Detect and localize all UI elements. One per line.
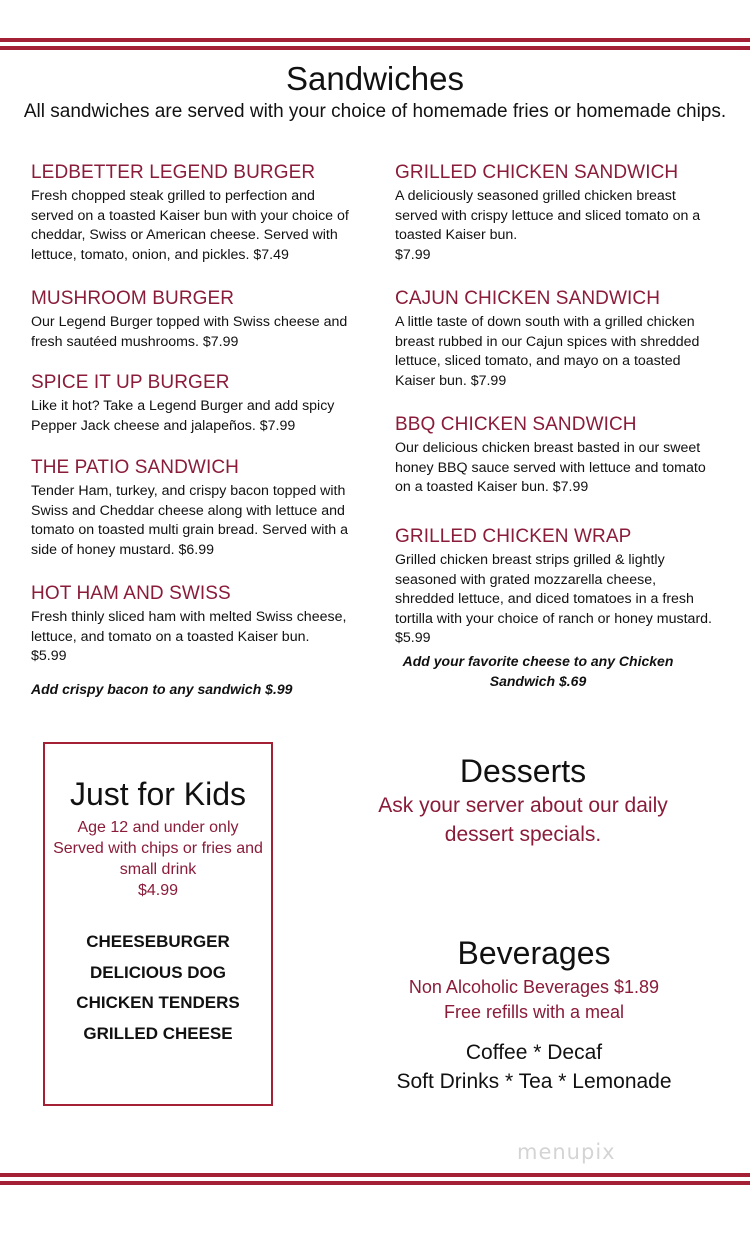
kids-menu-box <box>43 742 273 1106</box>
item-name: CAJUN CHICKEN SANDWICH <box>395 288 661 309</box>
menu-item-mushroom-burger <box>31 288 351 352</box>
item-description: A deliciously seasoned grilled chicken breast served with crispy lettuce and sliced tomato on a toasted Kaiser bun. $7.99 <box>395 188 701 263</box>
top-stripe-2 <box>0 46 750 50</box>
menu-item-ledbetter-legend-burger <box>31 162 351 265</box>
kids-details <box>45 817 271 901</box>
kids-price: $4.99 <box>137 882 179 899</box>
sandwiches-subtitle: All sandwiches are served with your choice of homemade fries or homemade chips. <box>23 101 727 122</box>
item-name: THE PATIO SANDWICH <box>31 457 239 478</box>
kids-drink-line: small drink <box>119 861 197 878</box>
menu-item-patio-sandwich <box>31 457 351 560</box>
item-description: Our delicious chicken breast basted in our sweet honey BBQ sauce served with lettuce and tomato on a toasted Kaiser bun. $7.99 <box>395 440 706 496</box>
menu-item-cajun-chicken-sandwich <box>395 288 713 391</box>
item-description: Our Legend Burger topped with Swiss cheese and fresh sautéed mushrooms. $7.99 <box>31 314 348 350</box>
bottom-stripe-2 <box>0 1181 750 1185</box>
beverages-refill-line: Free refills with a meal <box>443 1002 625 1022</box>
bottom-stripe-1 <box>0 1173 750 1177</box>
beverages-coffee-line: Coffee * Decaf <box>465 1041 603 1064</box>
desserts-line-2: dessert specials. <box>444 823 602 846</box>
cheese-note-line-2: Sandwich $.69 <box>489 673 587 689</box>
kids-title: Just for Kids <box>69 776 247 812</box>
kids-item: GRILLED CHEESE <box>83 1023 233 1043</box>
item-name: LEDBETTER LEGEND BURGER <box>31 162 316 183</box>
beverages-soft-drinks-line: Soft Drinks * Tea * Lemonade <box>396 1070 672 1093</box>
beverages-price-line: Non Alcoholic Beverages $1.89 <box>408 977 660 997</box>
item-name: BBQ CHICKEN SANDWICH <box>395 414 637 435</box>
bacon-note: Add crispy bacon to any sandwich $.99 <box>31 681 293 697</box>
item-name: SPICE IT UP BURGER <box>31 372 230 393</box>
kids-items-list <box>45 927 271 1049</box>
kids-item: CHEESEBURGER <box>86 932 230 951</box>
top-stripe-1 <box>0 38 750 42</box>
sandwiches-title: Sandwiches <box>286 60 464 97</box>
item-name: GRILLED CHICKEN SANDWICH <box>395 162 679 183</box>
cheese-note-line-1: Add your favorite cheese to any Chicken <box>402 653 674 669</box>
item-description: Like it hot? Take a Legend Burger and add spicy Pepper Jack cheese and jalapeños. $7.99 <box>31 398 335 434</box>
kids-sides-line: Served with chips or fries and <box>53 840 263 857</box>
item-name: HOT HAM AND SWISS <box>31 583 231 604</box>
item-description: Grilled chicken breast strips grilled & lightly seasoned with grated mozzarella cheese, shredded lettuce, and diced tomatoes in a fresh tortilla with your choice of ranch or honey mustard. $5.99 <box>395 552 713 647</box>
menu-item-bbq-chicken-sandwich <box>395 414 713 498</box>
menu-item-spice-it-up-burger <box>31 372 351 436</box>
menu-item-grilled-chicken-sandwich <box>395 162 713 265</box>
kids-age-line: Age 12 and under only <box>77 819 239 836</box>
watermark-logo: menupix <box>517 1140 616 1164</box>
menu-item-hot-ham-and-swiss <box>31 583 351 667</box>
desserts-line-1: Ask your server about our daily <box>378 794 668 817</box>
item-description: Fresh thinly sliced ham with melted Swiss cheese, lettuce, and tomato on a toasted Kaiser bun. $5.99 <box>31 609 347 665</box>
item-name: MUSHROOM BURGER <box>31 288 235 309</box>
menu-item-grilled-chicken-wrap <box>395 526 713 647</box>
item-description: Tender Ham, turkey, and crispy bacon topped with Swiss and Cheddar cheese along with lettuce and tomato on toasted multi grain bread. Served with a side of honey mustard. $6.99 <box>31 483 349 558</box>
beverages-title: Beverages <box>457 935 611 971</box>
item-description: A little taste of down south with a grilled chicken breast rubbed in our Cajun spices with shredded lettuce, sliced tomato, and mayo on a toasted Kaiser bun. $7.99 <box>395 314 700 389</box>
item-name: GRILLED CHICKEN WRAP <box>395 526 632 547</box>
item-description: Fresh chopped steak grilled to perfection and served on a toasted Kaiser bun with your choice of cheddar, Swiss or American cheese. Served with lettuce, tomato, onion, and pickles. $7.49 <box>31 188 349 263</box>
kids-item: CHICKEN TENDERS <box>76 993 240 1012</box>
kids-item: DELICIOUS DOG <box>89 962 226 982</box>
desserts-title: Desserts <box>459 753 587 789</box>
